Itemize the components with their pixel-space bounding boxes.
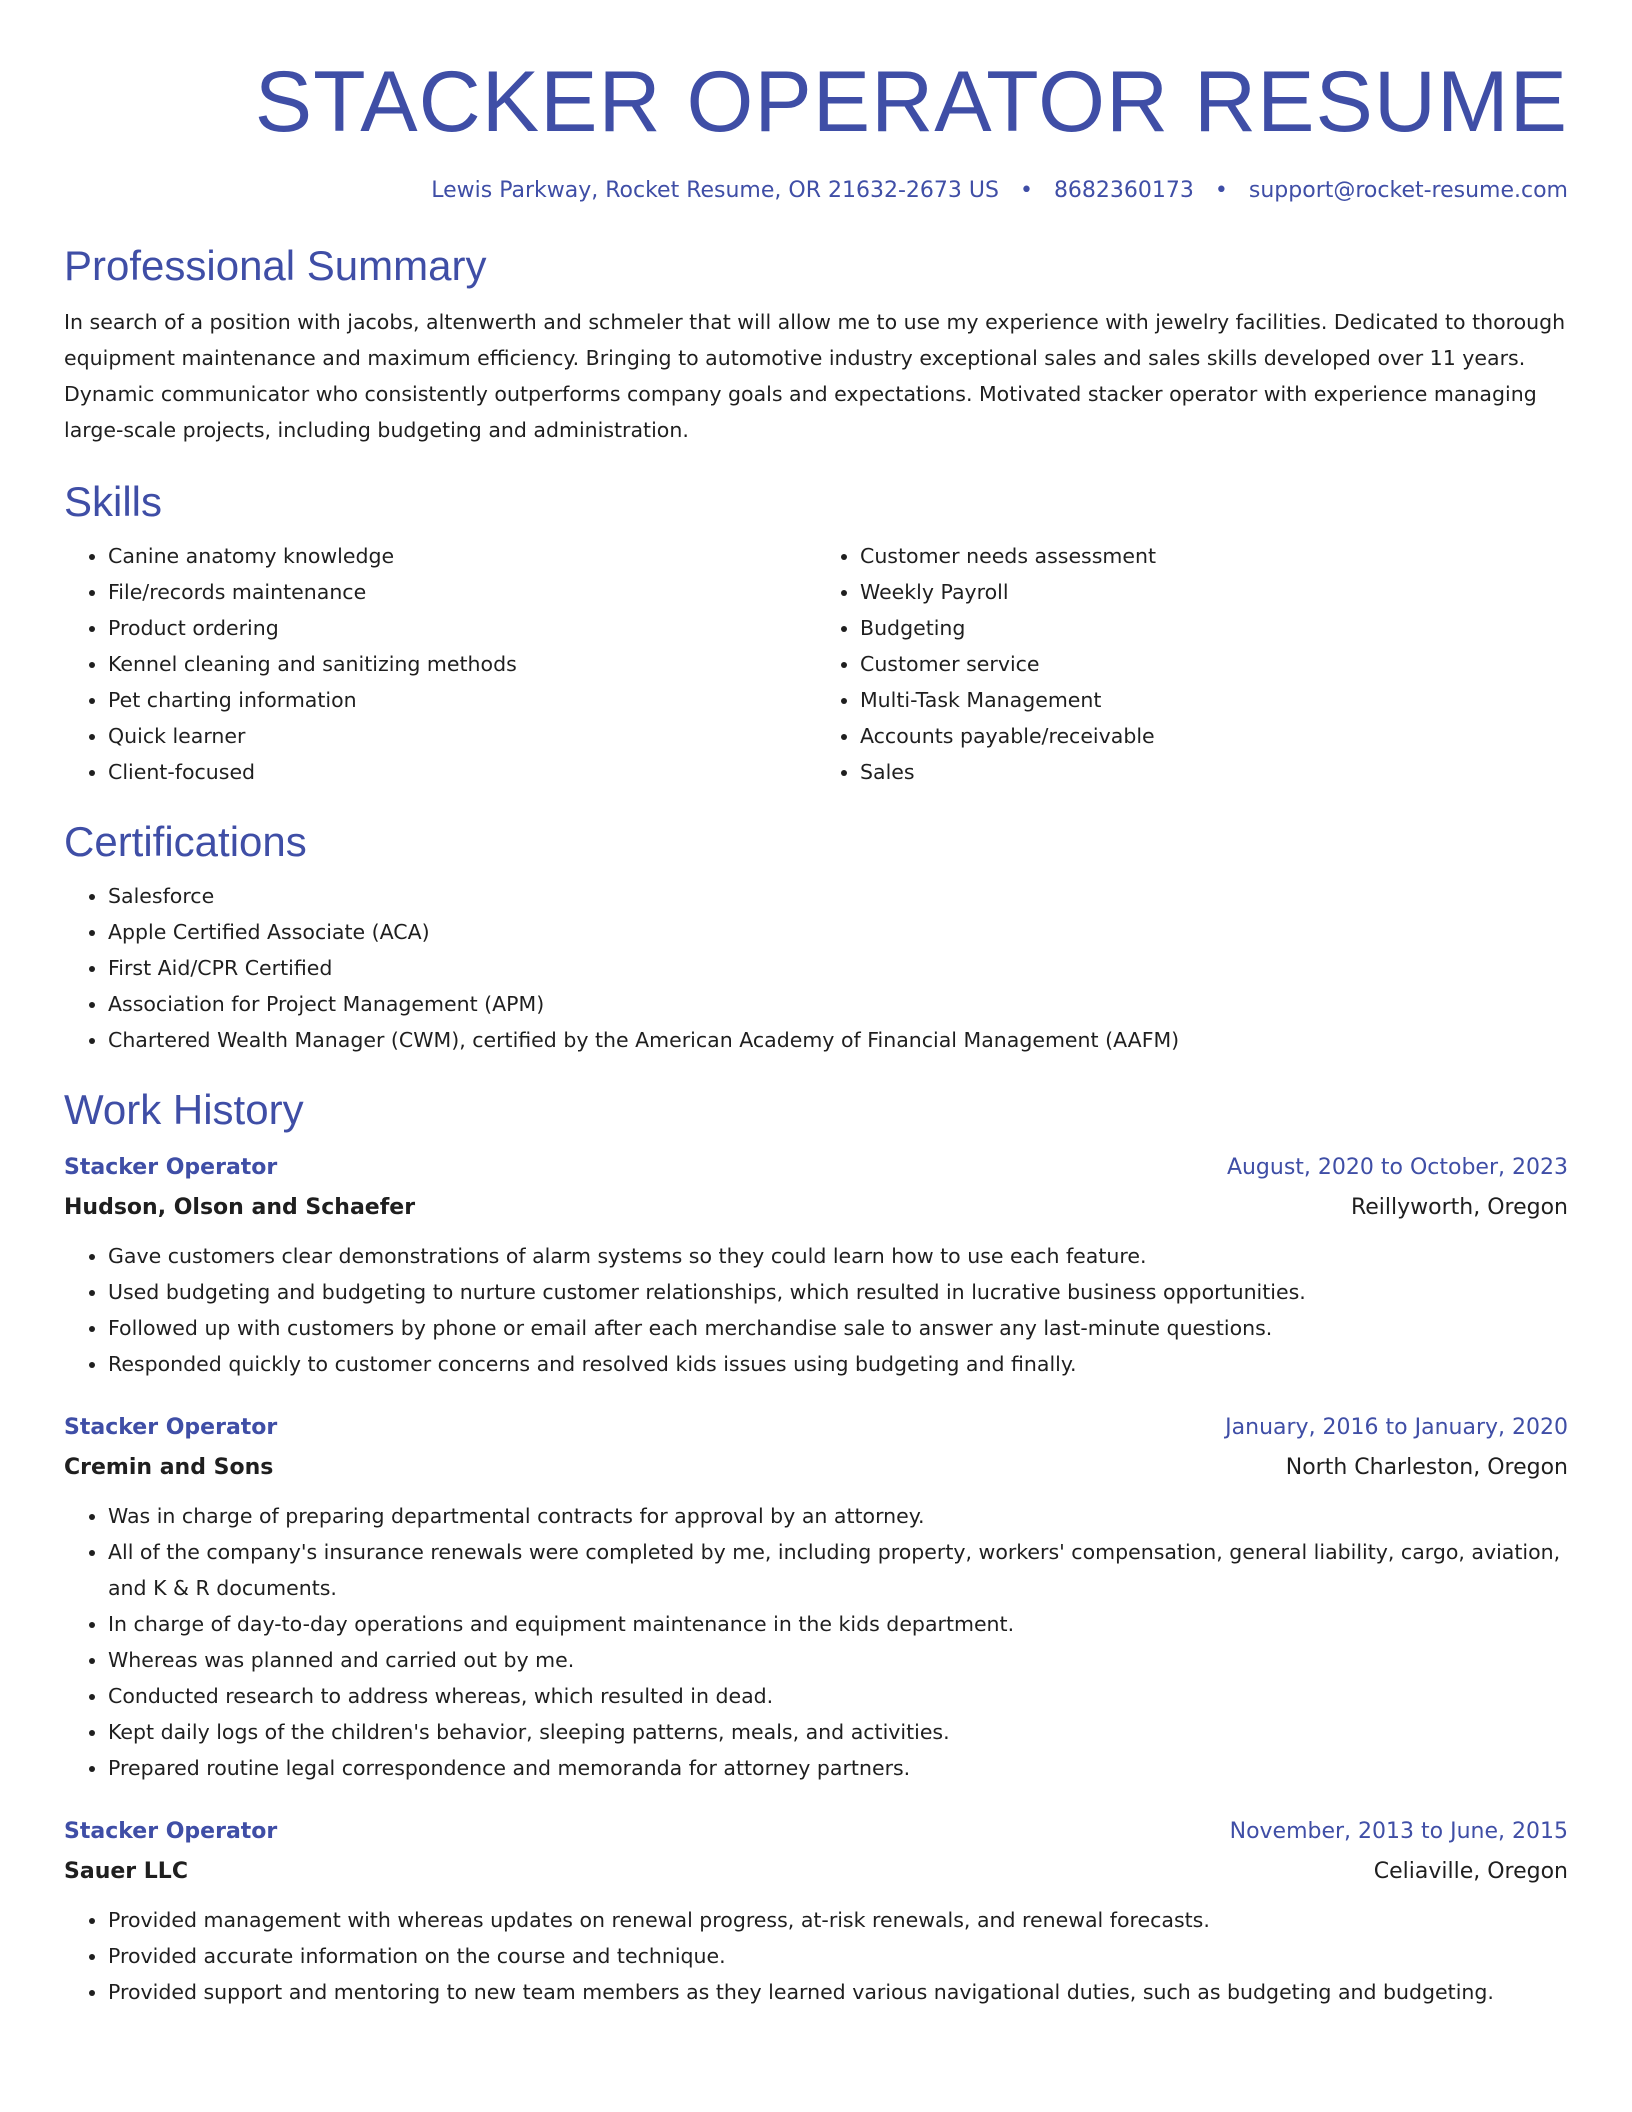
job-dates: November, 2013 to June, 2015 [1229, 1819, 1568, 1844]
skill-item: • Product ordering [108, 610, 816, 646]
contact-address: Lewis Parkway, Rocket Resume, OR 21632-2673 US [431, 178, 999, 203]
skills-right-column [816, 538, 1568, 790]
section-heading: Work History [64, 1086, 304, 1133]
job-entry [64, 1408, 1568, 1786]
job-bullet: • Responded quickly to customer concerns and resolved kids issues using budgeting and finally. [108, 1346, 1568, 1382]
skill-item: • Accounts payable/receivable [860, 718, 1568, 754]
contact-email: support@rocket-resume.com [1248, 178, 1568, 203]
job-bullet: • Kept daily logs of the children's behavior, sleeping patterns, meals, and activities. [108, 1714, 1568, 1750]
job-title-row [64, 1812, 1568, 1852]
job-title: Stacker Operator [64, 1415, 278, 1440]
job-bullet: • Provided support and mentoring to new team members as they learned various navigational duties, such as budgeting and budgeting. [108, 1974, 1568, 2010]
job-bullet: • Followed up with customers by phone or email after each merchandise sale to answer any last-minute questions. [108, 1310, 1568, 1346]
job-bullet: • Provided management with whereas updates on renewal progress, at-risk renewals, and renewal forecasts. [108, 1902, 1568, 1938]
job-location: Reillyworth, Oregon [1350, 1195, 1568, 1220]
contact-separator: • [1214, 178, 1228, 203]
job-dates: January, 2016 to January, 2020 [1225, 1415, 1568, 1440]
skill-item: • Quick learner [108, 718, 816, 754]
skill-item: • Weekly Payroll [860, 574, 1568, 610]
certifications-section [64, 816, 1568, 1058]
job-entry [64, 1812, 1568, 2010]
job-bullet: • Used budgeting and budgeting to nurture customer relationships, which resulted in lucrative business opportunities. [108, 1274, 1568, 1310]
skill-item: • Sales [860, 754, 1568, 790]
skill-item: • Multi-Task Management [860, 682, 1568, 718]
contact-phone: 8682360173 [1053, 178, 1194, 203]
job-company-row [64, 1448, 1568, 1488]
job-company-row [64, 1188, 1568, 1228]
skill-item: • Kennel cleaning and sanitizing methods [108, 646, 816, 682]
job-title: Stacker Operator [64, 1819, 278, 1844]
job-bullet: • All of the company's insurance renewals were completed by me, including property, workers' compensation, general liability, cargo, aviation, and K & R documents. [108, 1534, 1568, 1606]
job-location: Celiaville, Oregon [1373, 1859, 1568, 1884]
job-location: North Charleston, Oregon [1285, 1455, 1568, 1480]
skill-item: • Budgeting [860, 610, 1568, 646]
job-company-row [64, 1852, 1568, 1892]
certification-item: • Salesforce [108, 878, 1568, 914]
job-company: Cremin and Sons [64, 1455, 274, 1480]
resume-title: STACKER OPERATOR RESUME [254, 54, 1568, 150]
certification-item: • Apple Certified Associate (ACA) [108, 914, 1568, 950]
skill-item: • Customer service [860, 646, 1568, 682]
job-bullet: • Prepared routine legal correspondence and memoranda for attorney partners. [108, 1750, 1568, 1786]
certification-item: • Chartered Wealth Manager (CWM), certified by the American Academy of Financial Management (AAFM) [108, 1022, 1568, 1058]
certification-item: • Association for Project Management (APM) [108, 986, 1568, 1022]
professional-summary-section [64, 240, 1568, 448]
section-heading: Skills [64, 478, 163, 525]
job-entry [64, 1148, 1568, 1382]
job-bullets [64, 1238, 1568, 1382]
job-title-row [64, 1148, 1568, 1188]
job-bullet: • Was in charge of preparing departmental contracts for approval by an attorney. [108, 1498, 1568, 1534]
certification-item: • First Aid/CPR Certified [108, 950, 1568, 986]
job-title: Stacker Operator [64, 1155, 278, 1180]
job-bullet: • Whereas was planned and carried out by me. [108, 1642, 1568, 1678]
work-history-section [64, 1084, 1568, 2010]
certifications-list [64, 878, 1568, 1058]
skill-item: • File/records maintenance [108, 574, 816, 610]
skill-item: • Canine anatomy knowledge [108, 538, 816, 574]
section-heading: Certifications [64, 818, 307, 865]
skills-grid [64, 538, 1568, 790]
skills-left-column [64, 538, 816, 790]
summary-text: In search of a position with jacobs, altenwerth and schmeler that will allow me to use my experience with jewelry facilities. Dedicated to thorough equipment maintenance and maximum efficiency. Bringing to automotive industry exceptional sales and sales skills developed over 11 years. Dynamic communicator who consistently outperforms company goals and expectations. Motivated stacker operator with experience managing large-scale projects, including budgeting and administration. [64, 310, 1566, 442]
job-company: Hudson, Olson and Schaefer [64, 1195, 416, 1220]
job-dates: August, 2020 to October, 2023 [1226, 1155, 1568, 1180]
section-heading: Professional Summary [64, 242, 487, 289]
skills-section [64, 476, 1568, 790]
job-bullet: • Conducted research to address whereas, which resulted in dead. [108, 1678, 1568, 1714]
skill-item: • Customer needs assessment [860, 538, 1568, 574]
job-bullet: • Gave customers clear demonstrations of alarm systems so they could learn how to use each feature. [108, 1238, 1568, 1274]
skill-item: • Pet charting information [108, 682, 816, 718]
resume-header [64, 0, 1568, 206]
skill-item: • Client-focused [108, 754, 816, 790]
job-bullets [64, 1902, 1568, 2010]
job-bullets [64, 1498, 1568, 1786]
job-bullet: • Provided accurate information on the course and technique. [108, 1938, 1568, 1974]
job-title-row [64, 1408, 1568, 1448]
job-bullet: • In charge of day-to-day operations and equipment maintenance in the kids department. [108, 1606, 1568, 1642]
contact-separator: • [1019, 178, 1033, 203]
contact-line [64, 176, 1568, 206]
job-company: Sauer LLC [64, 1859, 188, 1884]
resume-page [64, 0, 1568, 2010]
